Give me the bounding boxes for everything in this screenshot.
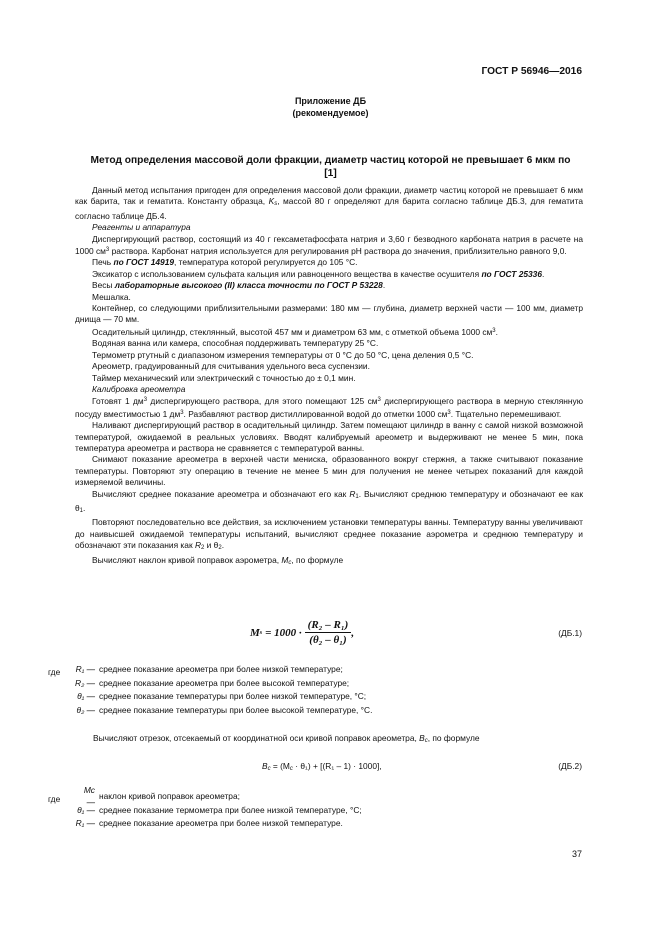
formula-db1-fraction xyxy=(305,619,352,646)
equation-number-db2: (ДБ.2) xyxy=(558,761,582,771)
paragraph-cylinder: Осадительный цилиндр, стеклянный, высотой 457 мм и диаметром 63 мм, с отметкой объема 1000 $см^3$. xyxy=(92,326,498,337)
where-label-2: где xyxy=(48,794,61,804)
formula-db1-coef: = 1000 · xyxy=(265,626,302,639)
definition-row: R₁ — среднее показание ареометра при более низкой температуре; xyxy=(75,664,343,675)
annex-heading xyxy=(0,95,661,119)
definition-row: R₂ — среднее показание ареометра при более высокой температуре; xyxy=(75,677,350,688)
body-text xyxy=(75,185,583,569)
paragraph-intercept: Вычисляют отрезок, отсекаемый от координатной оси кривой поправок ареометра, $B_c$, по формуле xyxy=(93,733,480,744)
formula-db2: $B_c = (M_c \cdot \theta_1) + [(R_1 - 1) \cdot 1000]$, xyxy=(262,761,382,772)
paragraph-oven: Печь по ГОСТ 14919, температура которой регулируется до 105 °С. xyxy=(92,257,358,268)
paragraph-average: Вычисляют среднее показание ареометра и обозначают его как $R_1$. Вычисляют среднюю температуру и обозначают ее как $\theta_1$. xyxy=(75,488,583,514)
paragraph-repeat: Повторяют последовательно все действия, за исключением установки температуры ванны. Температуру ванны увеличивают до наивысшей ожидаемой температуры испытаний, вычисляют среднее показание аэрометра и среднюю температуру и обозначают эти показания как $R_2$ и $\theta_2$. xyxy=(75,517,583,552)
annex-title: Приложение ДБ xyxy=(294,96,367,106)
paragraph-areometer: Ареометр, градуированный для считывания удельного веса суспензии. xyxy=(92,361,370,372)
where-label-1: где xyxy=(48,667,61,677)
formula-db1-numerator: (R₂ – R₁) xyxy=(305,619,352,633)
paragraph-desiccator: Эксикатор с использованием сульфата кальция или равноценного вещества в качестве осушителя по ГОСТ 25336. xyxy=(92,268,545,279)
paragraph-prepare: Готовят 1 $дм^3$ диспергирующего раствора, для этого помещают 125 $см^3$ диспергирующего раствора в мерную стеклянную посуду вместимостью 1 $дм^3$. Разбавляют раствор дистиллированной водой до отметки 1000 $см^3$. Тщательно перемешивают. xyxy=(75,396,584,419)
definition-row: θ₁ — среднее показание температуры при более низкой температуре, °С; xyxy=(77,691,367,702)
definition-row: Mc — наклон кривой поправок ареометра; xyxy=(83,785,240,807)
reagents-heading: Реагенты и аппаратура xyxy=(92,222,191,233)
standard-number: ГОСТ Р 56946—2016 xyxy=(481,66,582,77)
paragraph-scales: Весы лабораторные высокого (II) класса точности по ГОСТ Р 53228. xyxy=(92,280,386,291)
paragraph-timer: Таймер механический или электрический с точностью до ± 0,1 мин. xyxy=(92,372,356,383)
section-title: Метод определения массовой доли фракции, диаметр частиц которой не превышает 6 мкм по [1] xyxy=(90,155,571,179)
formula-db1: M s = 1000 · $\frac{\text{(R₂ – R₁)}}{\text{(θ₂ – θ₁)}}$ , xyxy=(250,619,355,646)
paragraph-pour: Наливают диспергирующий раствор в осадительный цилиндр. Затем помещают цилиндр в ванну с самой низкой возможной температурой, ожидаемой в реальных условиях. Вводят калибруемый ареометр и выдерживают не менее 5 мин, пока температура ареометра и раствора не сравняется с температурой ванны. xyxy=(75,420,583,453)
calibration-heading: Калибровка ареометра xyxy=(92,383,186,394)
paragraph-stirrer: Мешалка. xyxy=(92,291,131,302)
paragraph-container: Контейнер, со следующими приблизительными размерами: 180 мм — глубина, диаметр верхней части — 100 мм, диаметр днища — 70 мм. xyxy=(75,303,583,325)
page-number: 37 xyxy=(571,849,582,859)
paragraph-slope: Вычисляют наклон кривой поправок аэрометра, $M_c$, по формуле xyxy=(92,554,344,566)
formula-db1-lhs: M xyxy=(250,626,260,639)
paragraph-dispersant: Диспергирующий раствор, состоящий из 40 г гексаметафосфата натрия и 3,60 г безводного карбоната натрия в расчете на 1000 $см^3$ раствора. Карбонат натрия используется для регулирования pH раствора до значения, приблизительно равного 9,0. xyxy=(75,233,583,257)
definitions-list-1 xyxy=(75,663,372,717)
paragraph-thermometer: Термометр ртутный с диапазоном измерения температуры от 0 °С до 50 °С, цена деления 0,5 °С. xyxy=(92,349,474,360)
definitions-list-2 xyxy=(75,785,362,831)
annex-note: (рекомендуемое) xyxy=(292,108,369,118)
definition-row: R₁ — среднее показание ареометра при более низкой температуре. xyxy=(75,818,343,829)
paragraph-readings: Снимают показание ареометра в верхней части мениска, образованного вокруг стержня, а также считывают показание температуры. Повторяют эту операцию в течение не менее 5 мин для получения не менее четырех показаний для каждой измеряемой величины. xyxy=(75,454,583,488)
formula-db1-denominator: (θ₂ – θ₁) xyxy=(309,634,347,646)
definition-row: θ₂ — среднее показание температуры при более высокой температуре, °С. xyxy=(76,704,373,715)
definition-row: θ₁ — среднее показание термометра при более низкой температуре, °С; xyxy=(77,804,362,815)
paragraph-intro: Данный метод испытания пригоден для определения массовой доли фракции, диаметр частиц которой не превышает 6 мкм как барита, так и гематита. Константу образца, $K_s$, массой 80 г определяют для барита согласно таблице ДБ.3, для гематита согласно таблице ДБ.4. xyxy=(75,185,584,221)
paragraph-water-bath: Водяная ванна или камера, способная поддерживать температуру 25 °С. xyxy=(92,338,379,349)
equation-number-db1: (ДБ.1) xyxy=(558,628,582,638)
